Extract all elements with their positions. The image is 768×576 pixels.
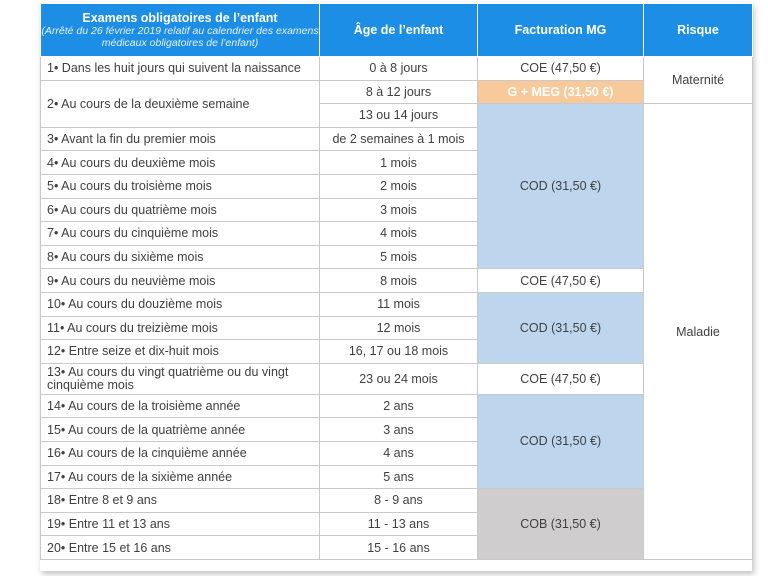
- risk-cell-maternite: Maternité: [644, 57, 753, 104]
- exam-cell: 17• Au cours de la sixième année: [41, 465, 320, 489]
- age-cell: 4 mois: [320, 222, 478, 246]
- exam-cell: 20• Entre 15 et 16 ans: [41, 536, 320, 560]
- age-cell: 8 - 9 ans: [320, 489, 478, 513]
- exam-cell: 12• Entre seize et dix-huit mois: [41, 340, 320, 364]
- exam-cell: 19• Entre 11 et 13 ans: [41, 512, 320, 536]
- exam-cell: 1• Dans les huit jours qui suivent la naissance: [41, 57, 320, 81]
- age-cell: 8 à 12 jours: [320, 80, 478, 104]
- exam-cell: 8• Au cours du sixième mois: [41, 245, 320, 269]
- age-cell: 11 - 13 ans: [320, 512, 478, 536]
- header-exams-title: Examens obligatoires de l’enfant: [82, 11, 278, 25]
- header-exams-subtitle: (Arrêté du 26 février 2019 relatif au calendrier des examens médicaux obligatoires de l’enfant): [41, 25, 319, 49]
- exam-cell: 14• Au cours de la troisième année: [41, 394, 320, 418]
- header-age: Âge de l’enfant: [320, 4, 478, 57]
- age-cell: 2 ans: [320, 394, 478, 418]
- exam-cell: 18• Entre 8 et 9 ans: [41, 489, 320, 513]
- billing-cell-meg: G + MEG (31,50 €): [478, 80, 644, 104]
- age-cell: 4 ans: [320, 441, 478, 465]
- billing-cell-cod: COD (31,50 €): [478, 104, 644, 269]
- billing-cell: COE (47,50 €): [478, 269, 644, 293]
- billing-cell-cob: COB (31,50 €): [478, 489, 644, 560]
- age-cell: 1 mois: [320, 151, 478, 175]
- age-cell: 5 mois: [320, 245, 478, 269]
- exam-cell: 2• Au cours de la deuxième semaine: [41, 80, 320, 127]
- exam-table: [40, 3, 753, 560]
- header-billing: Facturation MG: [478, 4, 644, 57]
- age-cell: 2 mois: [320, 174, 478, 198]
- exam-cell: 16• Au cours de la cinquième année: [41, 441, 320, 465]
- exam-cell: 6• Au cours du quatrième mois: [41, 198, 320, 222]
- exam-cell: 5• Au cours du troisième mois: [41, 174, 320, 198]
- exam-cell: 7• Au cours du cinquième mois: [41, 222, 320, 246]
- header-risk: Risque: [644, 4, 753, 57]
- age-cell: 5 ans: [320, 465, 478, 489]
- age-cell: 23 ou 24 mois: [320, 363, 478, 394]
- age-cell: 11 mois: [320, 292, 478, 316]
- exam-cell: 10• Au cours du douzième mois: [41, 292, 320, 316]
- exam-cell: 13• Au cours du vingt quatrième ou du vingt cinquième mois: [41, 363, 320, 394]
- age-cell: de 2 semaines à 1 mois: [320, 127, 478, 151]
- age-cell: 3 mois: [320, 198, 478, 222]
- age-cell: 0 à 8 jours: [320, 57, 478, 81]
- exam-cell: 4• Au cours du deuxième mois: [41, 151, 320, 175]
- billing-cell: COE (47,50 €): [478, 363, 644, 394]
- age-cell: 3 ans: [320, 418, 478, 442]
- exam-cell: 15• Au cours de la quatrième année: [41, 418, 320, 442]
- billing-cell-cod: COD (31,50 €): [478, 394, 644, 488]
- age-cell: 15 - 16 ans: [320, 536, 478, 560]
- risk-cell-maladie: Maladie: [644, 104, 753, 560]
- exam-cell: 9• Au cours du neuvième mois: [41, 269, 320, 293]
- exam-cell: 3• Avant la fin du premier mois: [41, 127, 320, 151]
- age-cell: 8 mois: [320, 269, 478, 293]
- age-cell: 13 ou 14 jours: [320, 104, 478, 128]
- age-cell: 16, 17 ou 18 mois: [320, 340, 478, 364]
- billing-cell: COE (47,50 €): [478, 57, 644, 81]
- billing-cell-cod: COD (31,50 €): [478, 292, 644, 363]
- age-cell: 12 mois: [320, 316, 478, 340]
- exam-cell: 11• Au cours du treizième mois: [41, 316, 320, 340]
- header-exams: [41, 4, 320, 57]
- table-row: [41, 57, 753, 81]
- header-row: [41, 4, 753, 57]
